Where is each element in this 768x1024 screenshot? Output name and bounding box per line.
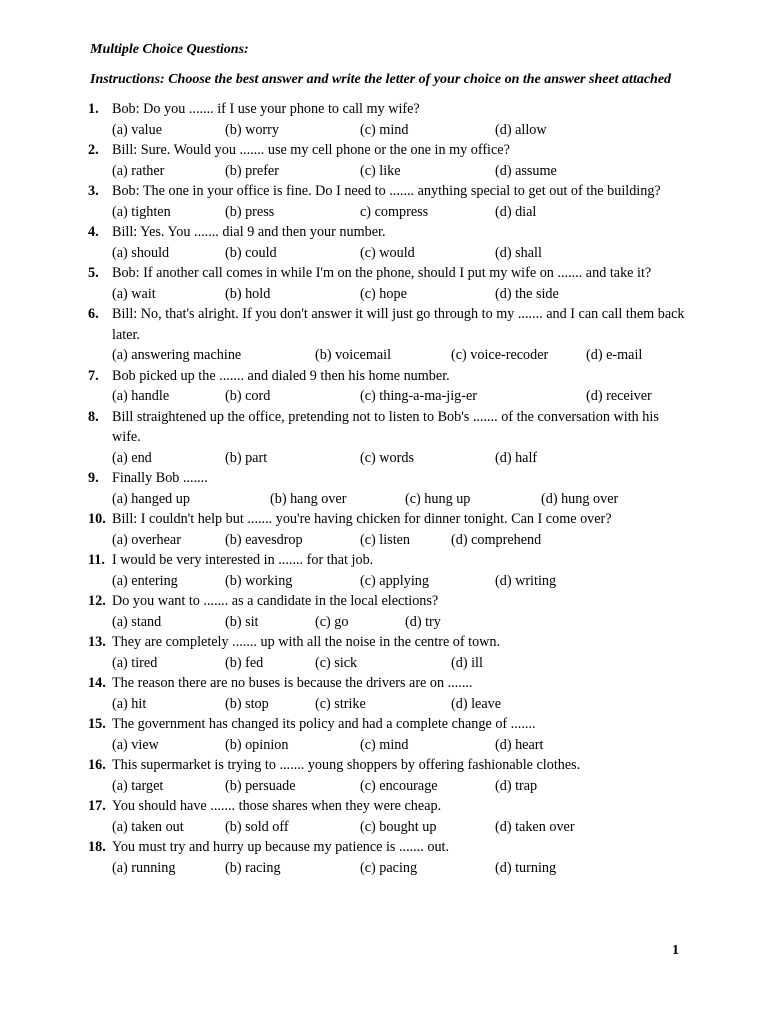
question-number: 7. bbox=[88, 367, 99, 384]
answer-option: (b) eavesdrop bbox=[225, 531, 303, 548]
question-number: 10. bbox=[88, 511, 106, 527]
question-number: 16. bbox=[88, 757, 106, 773]
answer-option: (b) sit bbox=[225, 613, 259, 630]
answer-options bbox=[0, 202, 768, 223]
answer-option: (c) pacing bbox=[360, 859, 418, 876]
question-text: Bill: I couldn't help but ....... you're having chicken for dinner tonight. Can I come over? bbox=[112, 511, 612, 527]
question-number: 5. bbox=[88, 265, 99, 281]
answer-option: (a) answering machine bbox=[112, 347, 242, 363]
answer-option: (d) hung over bbox=[541, 490, 619, 507]
answer-option: (b) persuade bbox=[225, 777, 296, 794]
answer-option: (c) hope bbox=[360, 285, 407, 302]
answer-option: (d) turning bbox=[495, 859, 557, 876]
answer-option: (d) taken over bbox=[495, 818, 575, 835]
question-text: I would be very interested in ....... for that job. bbox=[112, 552, 374, 568]
answer-option: (d) trap bbox=[495, 777, 538, 794]
answer-option: (c) applying bbox=[360, 572, 429, 589]
answer-option: (a) overhear bbox=[112, 531, 181, 548]
answer-option: (d) dial bbox=[495, 203, 537, 220]
answer-option: (d) try bbox=[405, 613, 441, 630]
question-number: 3. bbox=[88, 183, 99, 199]
answer-option: (a) target bbox=[112, 777, 164, 794]
answer-option: (d) shall bbox=[495, 244, 542, 261]
answer-option: (b) stop bbox=[225, 695, 269, 712]
question-text: You must try and hurry up because my patience is ....... out. bbox=[112, 839, 450, 855]
question-text: Do you want to ....... as a candidate in the local elections? bbox=[112, 593, 439, 609]
answer-options bbox=[0, 120, 768, 141]
question-item bbox=[0, 181, 768, 222]
question-item bbox=[0, 632, 768, 673]
question-text: The reason there are no buses is because the drivers are on ....... bbox=[112, 675, 473, 691]
question-number: 6. bbox=[88, 306, 99, 322]
answer-options bbox=[0, 161, 768, 182]
question-number: 1. bbox=[88, 101, 99, 117]
question-item bbox=[0, 140, 768, 181]
question-number: 8. bbox=[88, 408, 99, 425]
answer-option: (c) voice-recoder bbox=[451, 347, 549, 363]
answer-option: (b) worry bbox=[225, 121, 279, 138]
answer-option: (b) working bbox=[225, 572, 293, 589]
answer-options bbox=[0, 345, 768, 366]
answer-option: (d) e-mail bbox=[586, 347, 643, 363]
question-text: This supermarket is trying to ....... young shoppers by offering fashionable clothes. bbox=[112, 757, 581, 773]
question-item bbox=[0, 366, 768, 407]
answer-option: (a) view bbox=[112, 736, 159, 753]
answer-option: (b) cord bbox=[225, 388, 271, 404]
answer-option: (a) hit bbox=[112, 695, 147, 712]
answer-options bbox=[0, 386, 768, 407]
answer-option: (a) wait bbox=[112, 285, 156, 302]
answer-option: (b) hold bbox=[225, 285, 271, 302]
answer-option: (b) voicemail bbox=[315, 347, 392, 363]
answer-option: (c) encourage bbox=[360, 777, 438, 794]
answer-options bbox=[0, 694, 768, 715]
answer-options bbox=[0, 448, 768, 469]
question-number: 13. bbox=[88, 634, 106, 650]
question-number: 12. bbox=[88, 593, 106, 609]
question-list bbox=[0, 99, 768, 878]
question-text: Bob: Do you ....... if I use your phone to call my wife? bbox=[112, 101, 420, 117]
question-item bbox=[0, 550, 768, 591]
answer-options bbox=[0, 653, 768, 674]
answer-option: (b) could bbox=[225, 244, 277, 261]
page-title: Multiple Choice Questions: bbox=[90, 42, 249, 57]
answer-option: (d) the side bbox=[495, 285, 559, 302]
question-number: 2. bbox=[88, 142, 99, 158]
answer-options bbox=[0, 571, 768, 592]
answer-option: (d) heart bbox=[495, 736, 544, 753]
answer-option: (c) like bbox=[360, 162, 401, 179]
question-item bbox=[0, 673, 768, 714]
answer-option: (b) opinion bbox=[225, 736, 289, 753]
answer-options bbox=[0, 735, 768, 756]
answer-option: (d) writing bbox=[495, 572, 557, 589]
question-text: The government has changed its policy and had a complete change of ....... bbox=[112, 716, 536, 732]
question-text: Bob picked up the ....... and dialed 9 then his home number. bbox=[112, 367, 450, 384]
question-text: Bill: No, that's alright. If you don't answer it will just go through to my ....... and I can call them back later. bbox=[112, 306, 685, 343]
answer-option: (a) tighten bbox=[112, 203, 171, 220]
answer-options bbox=[0, 776, 768, 797]
question-item bbox=[0, 509, 768, 550]
answer-option: (d) receiver bbox=[586, 388, 652, 404]
answer-options bbox=[0, 858, 768, 879]
answer-option: (c) sick bbox=[315, 654, 358, 671]
answer-option: (c) mind bbox=[360, 121, 409, 138]
answer-option: (a) taken out bbox=[112, 818, 184, 835]
answer-option: (b) part bbox=[225, 449, 268, 466]
answer-option: (c) hung up bbox=[405, 490, 471, 507]
question-text: Finally Bob ....... bbox=[112, 470, 208, 486]
question-text: Bill straightened up the office, pretending not to listen to Bob's ....... of the conversation with his wife. bbox=[112, 408, 659, 445]
answer-option: (c) would bbox=[360, 244, 415, 261]
question-item bbox=[0, 263, 768, 304]
question-item bbox=[0, 591, 768, 632]
question-number: 14. bbox=[88, 675, 106, 691]
answer-option: (b) sold off bbox=[225, 818, 289, 835]
answer-option: (d) allow bbox=[495, 121, 547, 138]
question-item bbox=[0, 304, 768, 366]
answer-option: (d) half bbox=[495, 449, 538, 466]
question-text: They are completely ....... up with all the noise in the centre of town. bbox=[112, 634, 501, 650]
answer-option: (d) ill bbox=[451, 654, 483, 671]
answer-option: (c) listen bbox=[360, 531, 411, 548]
question-item bbox=[0, 755, 768, 796]
question-number: 11. bbox=[88, 552, 105, 568]
answer-option: (a) handle bbox=[112, 388, 170, 404]
question-item bbox=[0, 796, 768, 837]
answer-option: (b) hang over bbox=[270, 490, 347, 507]
answer-option: (a) rather bbox=[112, 162, 165, 179]
answer-option: (a) end bbox=[112, 449, 152, 466]
question-text: You should have ....... those shares when they were cheap. bbox=[112, 798, 442, 814]
answer-option: (b) fed bbox=[225, 654, 264, 671]
answer-option: (a) tired bbox=[112, 654, 158, 671]
answer-option: (a) entering bbox=[112, 572, 178, 589]
answer-option: (a) should bbox=[112, 244, 170, 261]
answer-option: (a) running bbox=[112, 859, 176, 876]
question-number: 15. bbox=[88, 716, 106, 732]
answer-options bbox=[0, 489, 768, 510]
question-item bbox=[0, 468, 768, 509]
question-item bbox=[0, 222, 768, 263]
answer-option: (c) go bbox=[315, 613, 349, 630]
answer-option: (c) mind bbox=[360, 736, 409, 753]
answer-option: (d) assume bbox=[495, 162, 557, 179]
answer-option: (b) press bbox=[225, 203, 275, 220]
answer-option: (b) racing bbox=[225, 859, 281, 876]
answer-options bbox=[0, 817, 768, 838]
question-text: Bob: If another call comes in while I'm on the phone, should I put my wife on ....... and take it? bbox=[112, 265, 652, 281]
answer-option: (c) thing-a-ma-jig-er bbox=[360, 388, 477, 404]
answer-options bbox=[0, 612, 768, 633]
question-number: 4. bbox=[88, 224, 99, 240]
answer-option: (a) hanged up bbox=[112, 490, 190, 507]
answer-option: (d) leave bbox=[451, 695, 502, 712]
question-number: 18. bbox=[88, 839, 106, 855]
answer-option: (c) bought up bbox=[360, 818, 437, 835]
answer-options bbox=[0, 530, 768, 551]
question-number: 17. bbox=[88, 798, 106, 814]
question-text: Bob: The one in your office is fine. Do I need to ....... anything special to get out of the building? bbox=[112, 183, 661, 199]
answer-option: (a) stand bbox=[112, 613, 162, 630]
question-number: 9. bbox=[88, 470, 99, 486]
question-item bbox=[0, 99, 768, 140]
instructions: Instructions: Choose the best answer and write the letter of your choice on the answer sheet attached bbox=[90, 72, 672, 87]
question-item bbox=[0, 837, 768, 878]
answer-option: (c) words bbox=[360, 449, 414, 466]
question-text: Bill: Yes. You ....... dial 9 and then your number. bbox=[112, 224, 386, 240]
page-number: 1 bbox=[672, 943, 679, 958]
answer-options bbox=[0, 243, 768, 264]
answer-option: (d) comprehend bbox=[451, 531, 542, 548]
answer-option: (c) strike bbox=[315, 695, 366, 712]
answer-option: (b) prefer bbox=[225, 162, 279, 179]
answer-option: c) compress bbox=[360, 203, 429, 220]
question-text: Bill: Sure. Would you ....... use my cell phone or the one in my office? bbox=[112, 142, 510, 158]
question-item bbox=[0, 714, 768, 755]
answer-option: (a) value bbox=[112, 121, 163, 138]
answer-options bbox=[0, 284, 768, 305]
question-item bbox=[0, 407, 768, 469]
